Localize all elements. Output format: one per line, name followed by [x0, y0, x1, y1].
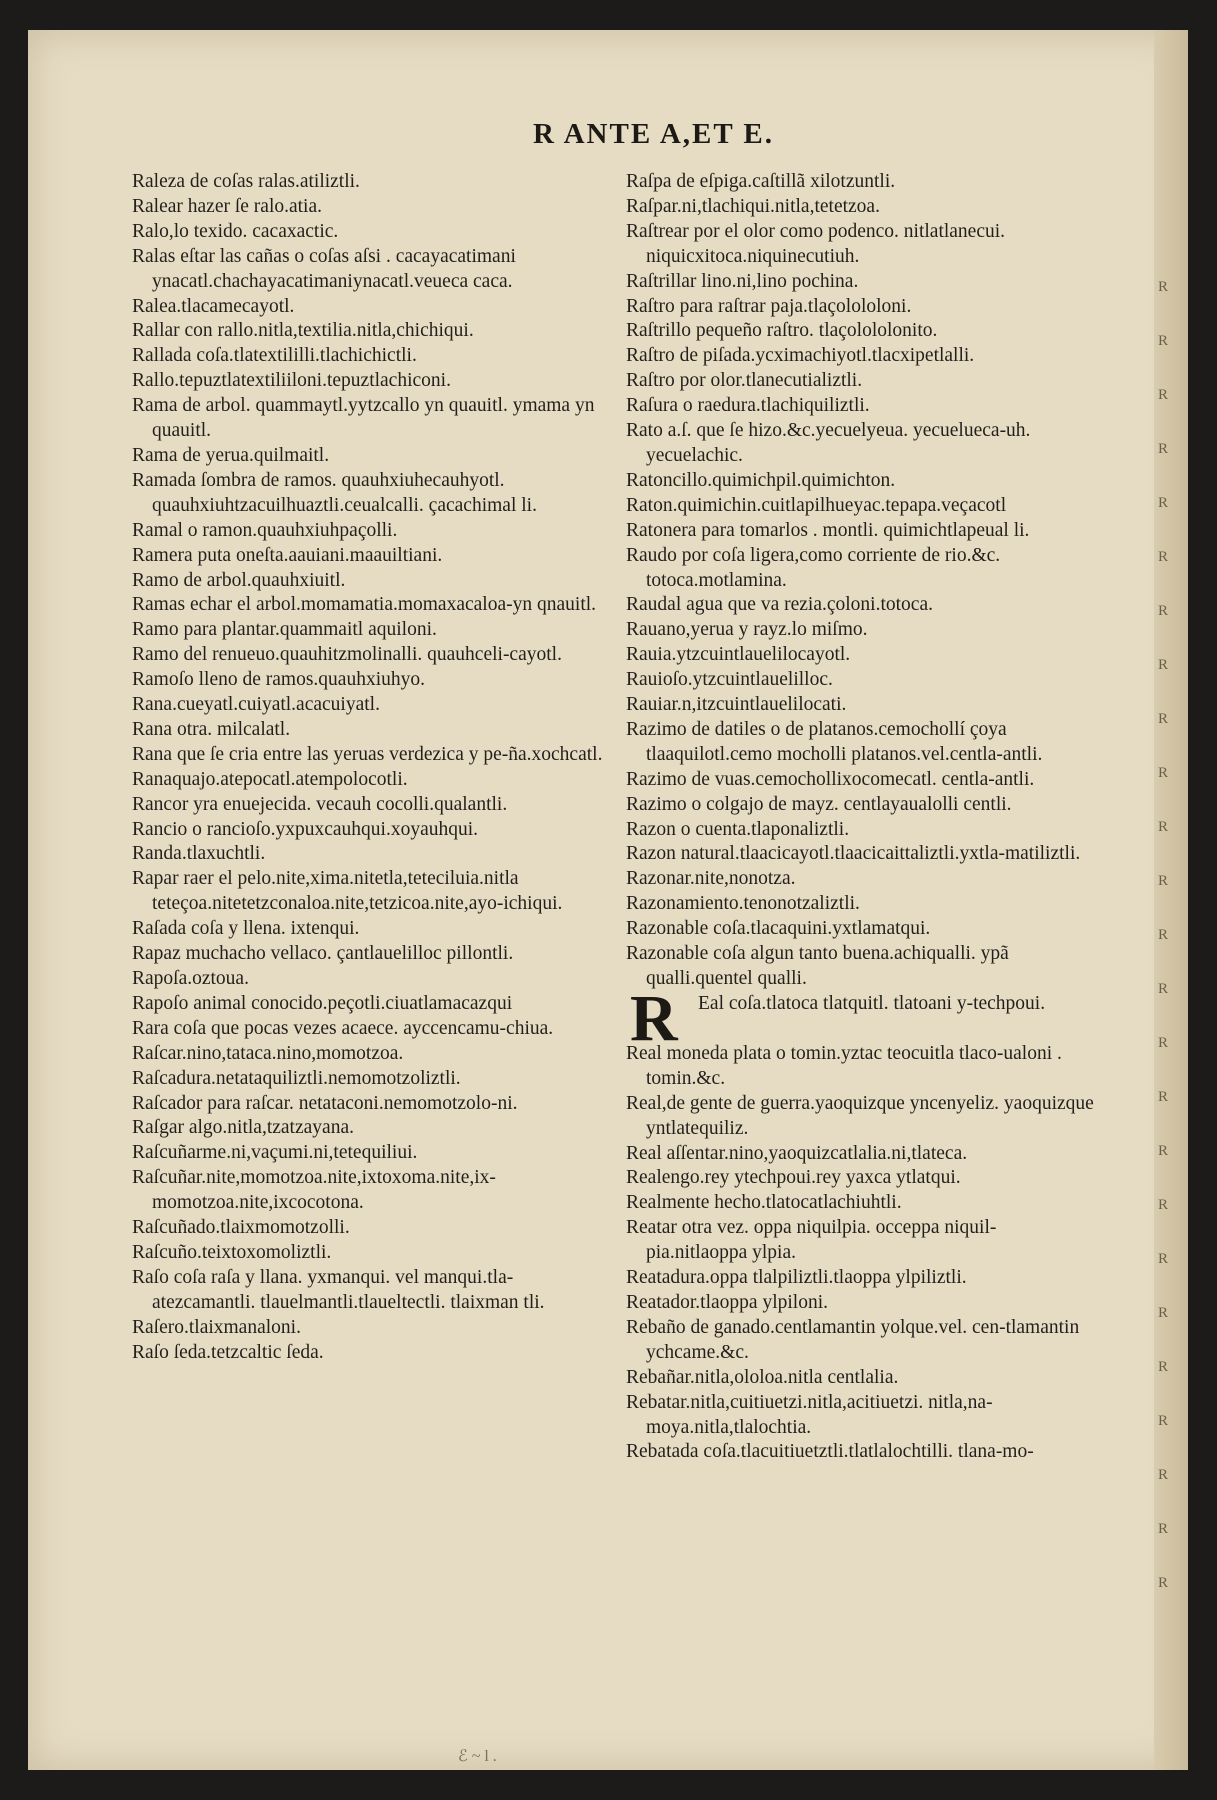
dictionary-entry: Rama de yerua.quilmaitl.: [132, 444, 330, 466]
dictionary-entry: Rebaño de ganado.centlamantin yolque.vel. cen-tlamantin ychcame.&c.: [626, 1316, 1080, 1363]
facing-page-letter: R: [1158, 1575, 1169, 1591]
dropcap-letter: R: [630, 981, 678, 1055]
facing-page-letter: R: [1158, 981, 1169, 997]
dictionary-entry: Raſtro para raſtrar paja.tlaçolololoni.: [626, 295, 912, 317]
dictionary-entry: Raſpa de eſpiga.caſtillã xilotzuntli.: [626, 171, 896, 192]
facing-page-letter: R: [1158, 1359, 1169, 1375]
dictionary-entry: Ralo,lo texido. cacaxactic.: [132, 220, 339, 242]
dictionary-entry: Ralas eſtar las cañas o coſas aſsi . cacayacatimani ynacatl.chachayacatimaniynacatl.veueca caca.: [132, 245, 516, 292]
dictionary-entry: Razon o cuenta.tlaponaliztli.: [626, 818, 850, 840]
dictionary-entry: Raſcador para raſcar. netataconi.nemomotzolo-ni.: [132, 1092, 518, 1114]
dictionary-entry: Ramo del renueuo.quauhitzmolinalli. quauhceli-cayotl.: [132, 644, 562, 666]
dictionary-entry: Rato a.ſ. que ſe hizo.&c.yecuelyeua. yecuelueca-uh. yecuelachic.: [626, 420, 1031, 466]
dictionary-entry: Rallo.tepuztlatextiliiloni.tepuztlachiconi.: [132, 370, 451, 392]
dictionary-entry: Ratonera para tomarlos . montli. quimichtlapeual li.: [626, 519, 1030, 541]
dictionary-entry: Razimo de vuas.cemochollixocomecatl. centla-antli.: [626, 768, 1035, 790]
dictionary-entry: Raſtrillo pequeño raſtro. tlaçolololonito.: [626, 320, 938, 342]
dictionary-entry: Rara coſa que pocas vezes acaece. ayccencamu-chiua.: [132, 1017, 554, 1039]
right-column-entries-after: [626, 1042, 1096, 1465]
dictionary-entry: Razon natural.tlaacicayotl.tlaacicaittaliztli.yxtla-matiliztli.: [626, 843, 1081, 865]
dictionary-entry: Razonable coſa.tlacaquini.yxtlamatqui.: [626, 918, 931, 940]
facing-page-letter: R: [1158, 1305, 1169, 1321]
dictionary-entry: Ramas echar el arbol.momamatia.momaxacaloa-yn qnauitl.: [132, 594, 597, 616]
footer-mark: ℰ ~ l .: [458, 1748, 497, 1765]
facing-page-letter: R: [1158, 927, 1169, 943]
facing-page-letter: R: [1158, 819, 1169, 835]
dictionary-entry: Ranaquajo.atepocatl.atempolocotli.: [132, 768, 408, 790]
dictionary-entry: Reatador.tlaoppa ylpiloni.: [626, 1291, 828, 1313]
dictionary-entry: Rapaz muchacho vellaco. çantlauelilloc pillontli.: [132, 943, 514, 965]
facing-page-edge: [1154, 30, 1188, 1770]
dictionary-entry: Raudal agua que va rezia.çoloni.totoca.: [626, 594, 933, 616]
dictionary-entry: Rama de arbol. quammaytl.yytzcallo yn quauitl. ymama yn quauitl.: [132, 395, 595, 442]
dictionary-entry: Razimo de datiles o de platanos.cemochollí çoya tlaaquilotl.cemo mocholli platanos.vel.centla-antli.: [626, 718, 1043, 765]
facing-page-letter: R: [1158, 495, 1169, 511]
dictionary-entry: Reatadura.oppa tlalpiliztli.tlaoppa ylpiliztli.: [626, 1267, 967, 1289]
dictionary-entry: Raſgar algo.nitla,tzatzayana.: [132, 1117, 354, 1139]
dictionary-entry: Rana otra. milcalatl.: [132, 718, 291, 740]
dictionary-entry: Ralear hazer ſe ralo.atia.: [132, 195, 323, 217]
dictionary-entry: Raſo ſeda.tetzcaltic ſeda.: [132, 1341, 324, 1363]
left-column: [132, 170, 612, 1366]
facing-page-letter: R: [1158, 1413, 1169, 1429]
dictionary-entry: Raſura o raedura.tlachiquiliztli.: [626, 395, 870, 417]
dictionary-entry: Realmente hecho.tlatocatlachiuhtli.: [626, 1192, 902, 1214]
dropcap-text: Eal coſa.tlatoca tlatquitl. tlatoani y-techpoui.: [698, 992, 1046, 1014]
right-column: [626, 170, 1096, 1465]
facing-page-letter: R: [1158, 1035, 1169, 1051]
facing-page-letter: R: [1158, 1521, 1169, 1537]
dictionary-entry: Raſtro por olor.tlanecutializtli.: [626, 370, 863, 392]
dictionary-entry: Rebañar.nitla,ololoa.nitla centlalia.: [626, 1366, 899, 1388]
dictionary-entry: Rauiar.n,itzcuintlauelilocati.: [626, 694, 847, 716]
dictionary-entry: Randa.tlaxuchtli.: [132, 843, 266, 865]
dictionary-entry: Ramoſo lleno de ramos.quauhxiuhyo.: [132, 669, 425, 691]
facing-page-letter: R: [1158, 387, 1169, 403]
dictionary-entry: Raudo por coſa ligera,como corriente de rio.&c. totoca.motlamina.: [626, 544, 1001, 591]
facing-page-letter: R: [1158, 711, 1169, 727]
facing-page-letter: R: [1158, 657, 1169, 673]
dictionary-entry: Real,de gente de guerra.yaoquizque yncenyeliz. yaoquizque yntlatequiliz.: [626, 1092, 1094, 1139]
dictionary-entry: Rallar con rallo.nitla,textilia.nitla,chichiqui.: [132, 320, 474, 342]
dictionary-entry: Raſtro de piſada.ycximachiyotl.tlacxipetlalli.: [626, 345, 975, 367]
dictionary-entry: Ramo de arbol.quauhxiuitl.: [132, 569, 346, 591]
dictionary-entry: Ralea.tlacamecayotl.: [132, 295, 295, 317]
dictionary-entry: Real aſſentar.nino,yaoquizcatlalia.ni,tlateca.: [626, 1142, 968, 1164]
dictionary-entry: Rana que ſe cria entre las yeruas verdezica y pe-ña.xochcatl.: [132, 743, 603, 765]
dictionary-entry: Rauia.ytzcuintlauelilocayotl.: [626, 644, 851, 666]
facing-page-letter: R: [1158, 603, 1169, 619]
dictionary-entry: Raſcuñar.nite,momotzoa.nite,ixtoxoma.nite,ix-momotzoa.nite,ixcocotona.: [132, 1167, 496, 1214]
dictionary-entry: Rebatada coſa.tlacuitiuetztli.tlatlalochtilli. tlana-mo-: [626, 1441, 1034, 1463]
dictionary-entry: Razimo o colgajo de mayz. centlayaualolli centli.: [626, 793, 1012, 815]
dictionary-entry: Rapar raer el pelo.nite,xima.nitetla,teteciluia.nitla teteçoa.nitetetzconaloa.nite,tetzicoa.nite,ayo-ichiqui.: [132, 868, 563, 915]
dictionary-entry: Raſada coſa y llena. ixtenqui.: [132, 918, 360, 940]
dictionary-entry: Ramo para plantar.quammaitl aquiloni.: [132, 619, 437, 641]
dictionary-entry: Real moneda plata o tomin.yztac teocuitla tlaco-ualoni . tomin.&c.: [626, 1042, 1062, 1089]
facing-page-letter: R: [1158, 1251, 1169, 1267]
dictionary-entry: Raſcuño.teixtoxomoliztli.: [132, 1241, 332, 1263]
dictionary-entry: Ramera puta oneſta.aauiani.maauiltiani.: [132, 544, 443, 566]
running-header: R ANTE A,ET E.: [533, 118, 775, 150]
dictionary-entry: Rancio o rancioſo.yxpuxcauhqui.xoyauhqui.: [132, 818, 479, 840]
facing-page-letter: R: [1158, 1197, 1169, 1213]
right-column-entries: [626, 170, 1096, 992]
facing-page-letter: R: [1158, 549, 1169, 565]
dictionary-entry: Rapoſo animal conocido.peçotli.ciuatlamacazqui: [132, 992, 513, 1014]
dictionary-entry: Rauano,yerua y rayz.lo miſmo.: [626, 619, 868, 641]
book-page: [28, 30, 1188, 1770]
dictionary-entry: Reatar otra vez. oppa niquilpia. occeppa niquil-pia.nitlaoppa ylpia.: [626, 1217, 997, 1264]
dictionary-entry: Raſpar.ni,tlachiqui.nitla,tetetzoa.: [626, 195, 880, 217]
dictionary-entry: Razonar.nite,nonotza.: [626, 868, 796, 890]
dropcap-entry: [626, 981, 1096, 1055]
dictionary-entry: Raton.quimichin.cuitlapilhueyac.tepapa.veçacotl: [626, 494, 1007, 516]
facing-page-letter: R: [1158, 873, 1169, 889]
dictionary-entry: Rancor yra enuejecida. vecauh cocolli.qualantli.: [132, 793, 508, 815]
dictionary-entry: Rana.cueyatl.cuiyatl.acacuiyatl.: [132, 694, 380, 716]
dictionary-entry: Raſcar.nino,tataca.nino,momotzoa.: [132, 1042, 404, 1064]
dictionary-entry: Raſcuñarme.ni,vaçumi.ni,tetequiliui.: [132, 1142, 418, 1164]
dictionary-entry: Ratoncillo.quimichpil.quimichton.: [626, 469, 896, 491]
dictionary-entry: Raſero.tlaixmanaloni.: [132, 1316, 301, 1338]
facing-page-letter: R: [1158, 279, 1169, 295]
dictionary-entry: Raſcadura.netataquiliztli.nemomotzoliztli.: [132, 1067, 461, 1089]
dictionary-entry: Ramada ſombra de ramos. quauhxiuhecauhyotl. quauhxiuhtzacuilhuaztli.ceualcalli. çacachimal li.: [132, 469, 537, 516]
dictionary-entry: Razonamiento.tenonotzaliztli.: [626, 893, 860, 915]
dictionary-entry: Realengo.rey ytechpoui.rey yaxca ytlatqui.: [626, 1167, 961, 1189]
dictionary-entry: Rauioſo.ytzcuintlauelilloc.: [626, 669, 833, 691]
dictionary-entry: Ramal o ramon.quauhxiuhpaçolli.: [132, 519, 398, 541]
dictionary-entry: Rebatar.nitla,cuitiuetzi.nitla,acitiuetzi. nitla,na-moya.nitla,tlalochtia.: [626, 1391, 993, 1438]
dictionary-entry: Raſtrear por el olor como podenco. nitlatlanecui. niquicxitoca.niquinecutiuh.: [626, 220, 1006, 267]
dictionary-entry: Raleza de coſas ralas.atiliztli.: [132, 171, 360, 192]
facing-page-letters: [1158, 260, 1184, 1610]
dictionary-entry: Raſcuñado.tlaixmomotzolli.: [132, 1217, 350, 1239]
facing-page-letter: R: [1158, 765, 1169, 781]
facing-page-letter: R: [1158, 1467, 1169, 1483]
facing-page-letter: R: [1158, 1089, 1169, 1105]
facing-page-letter: R: [1158, 441, 1169, 457]
facing-page-letter: R: [1158, 333, 1169, 349]
dictionary-entry: Rallada coſa.tlatextililli.tlachichictli.: [132, 345, 417, 367]
dictionary-entry: Raſtrillar lino.ni,lino pochina.: [626, 270, 859, 292]
dictionary-entry: Rapoſa.oztoua.: [132, 968, 249, 989]
dictionary-entry: Razonable coſa algun tanto buena.achiqualli. ypã qualli.quentel qualli.: [626, 943, 1009, 989]
facing-page-letter: R: [1158, 1143, 1169, 1159]
dictionary-entry: Raſo coſa raſa y llana. yxmanqui. vel manqui.tla-atezcamantli. tlauelmantli.tlaueltectli. tlaixman tli.: [132, 1266, 545, 1313]
